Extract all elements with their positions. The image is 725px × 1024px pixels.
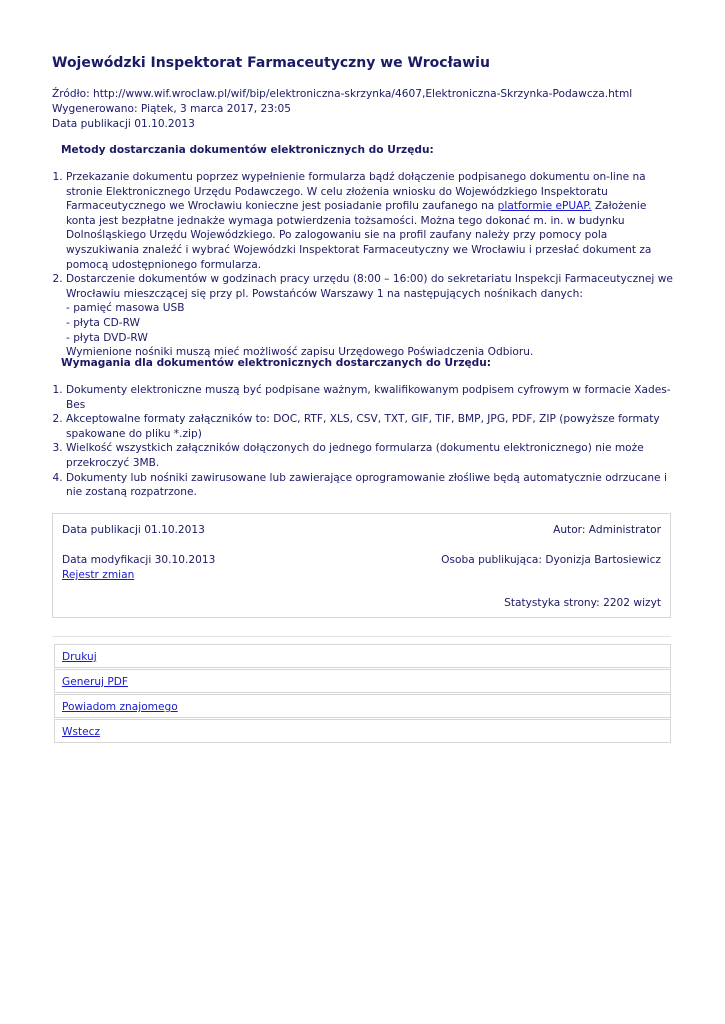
info-publisher: Osoba publikująca: Dyonizja Bartosiewicz [441,554,661,566]
list-item [66,170,676,272]
info-author: Autor: Administrator [553,524,661,536]
notify-friend-link[interactable]: Powiadom znajomego [62,701,178,713]
media-usb: - pamięć masowa USB [66,302,185,315]
delivery-methods-heading: Metody dostarczania dokumentów elektronicznych do Urzędu: [61,144,434,156]
changelog-link[interactable]: Rejestr zmian [62,569,135,581]
requirements-list [52,383,676,500]
back-row [54,719,671,743]
publication-info-box [52,513,671,618]
info-modified: Data modyfikacji 30.10.2013 [62,554,216,566]
epuap-text-before: Przekazanie dokumentu poprzez wypełnienie formularza bądź dołączenie podpisanego dokumentu on-line na stronie Elektronicznego Urzędu Podawczego. W celu złożenia wniosku do Wojewódzkiego Inspektoratu Farmaceutycznego we Wrocławiu konieczne jest posiadanie profilu zaufanego na [66,171,646,213]
epuap-link[interactable]: platformie ePUAP. [497,200,592,213]
list-item: 2. Akceptowalne formaty załączników to: DOC, RTF, XLS, CSV, TXT, GIF, TIF, BMP, JPG, PDF, ZIP (powyższe formaty spakowane do pliku *.zip) [66,412,676,441]
page-title: Wojewódzki Inspektorat Farmaceutyczny we Wrocławiu [52,55,490,71]
publication-date: Data publikacji 01.10.2013 [52,118,195,130]
requirements-heading: Wymagania dla dokumentów elektronicznych dostarczanych do Urzędu: [61,357,492,369]
delivery-methods-list [52,170,676,360]
divider [52,636,671,637]
info-published: Data publikacji 01.10.2013 [62,524,205,536]
media-dvd: - płyta DVD-RW [66,331,148,344]
generated-date: Wygenerowano: Piątek, 3 marca 2017, 23:05 [52,103,292,115]
source-url: Źródło: http://www.wif.wroclaw.pl/wif/bip/elektroniczna-skrzynka/4607,Elektroniczna-Skrzynka-Podawcza.html [52,88,633,100]
epuap-text-after: Założenie konta jest bezpłatne jednakże wymaga potwierdzenia tożsamości. Można tego dokonać m. in. w budynku Dolnośląskiego Urzędu Wojewódzkiego. Po zalogowaniu sie na profil zaufany należy przy pomocy pola wyszukiwania znaleźć i wybrać Wojewódzki Inspektorat Farmaceutyczny we Wrocławiu i przesłać dokument za pomocą udostępnionego formularza. [66,200,652,271]
notify-row [54,694,671,718]
list-item: 4. Dokumenty lub nośniki zawirusowane lub zawierające oprogramowanie złośliwe będą automatycznie odrzucane i nie zostaną rozpatrzone. [66,471,676,500]
pdf-row [54,669,671,693]
list-item [66,272,676,360]
print-link[interactable]: Drukuj [62,651,97,663]
back-link[interactable]: Wstecz [62,726,101,738]
media-note: Wymienione nośniki muszą mieć możliwość zapisu Urzędowego Poświadczenia Odbioru. [66,346,534,359]
page-actions [54,644,671,744]
list-item: 3. Wielkość wszystkich załączników dołączonych do jednego formularza (dokumentu elektronicznego) nie może przekroczyć 3MB. [66,441,676,470]
list-item: 1. Dokumenty elektroniczne muszą być podpisane ważnym, kwalifikowanym podpisem cyfrowym w formacie Xades-Bes [66,383,676,412]
document-meta [52,87,632,132]
page-statistics: Statystyka strony: 2202 wizyt [504,597,661,609]
office-delivery-text: 2. Dostarczenie dokumentów w godzinach pracy urzędu (8:00 – 16:00) do sekretariatu Inspekcji Farmaceutycznej we Wrocławiu mieszczącej się przy pl. Powstańców Warszawy 1 na następujących nośnikach danych: [66,273,673,300]
generate-pdf-link[interactable]: Generuj PDF [62,676,128,688]
print-row [54,644,671,668]
media-cd: - płyta CD-RW [66,316,140,329]
